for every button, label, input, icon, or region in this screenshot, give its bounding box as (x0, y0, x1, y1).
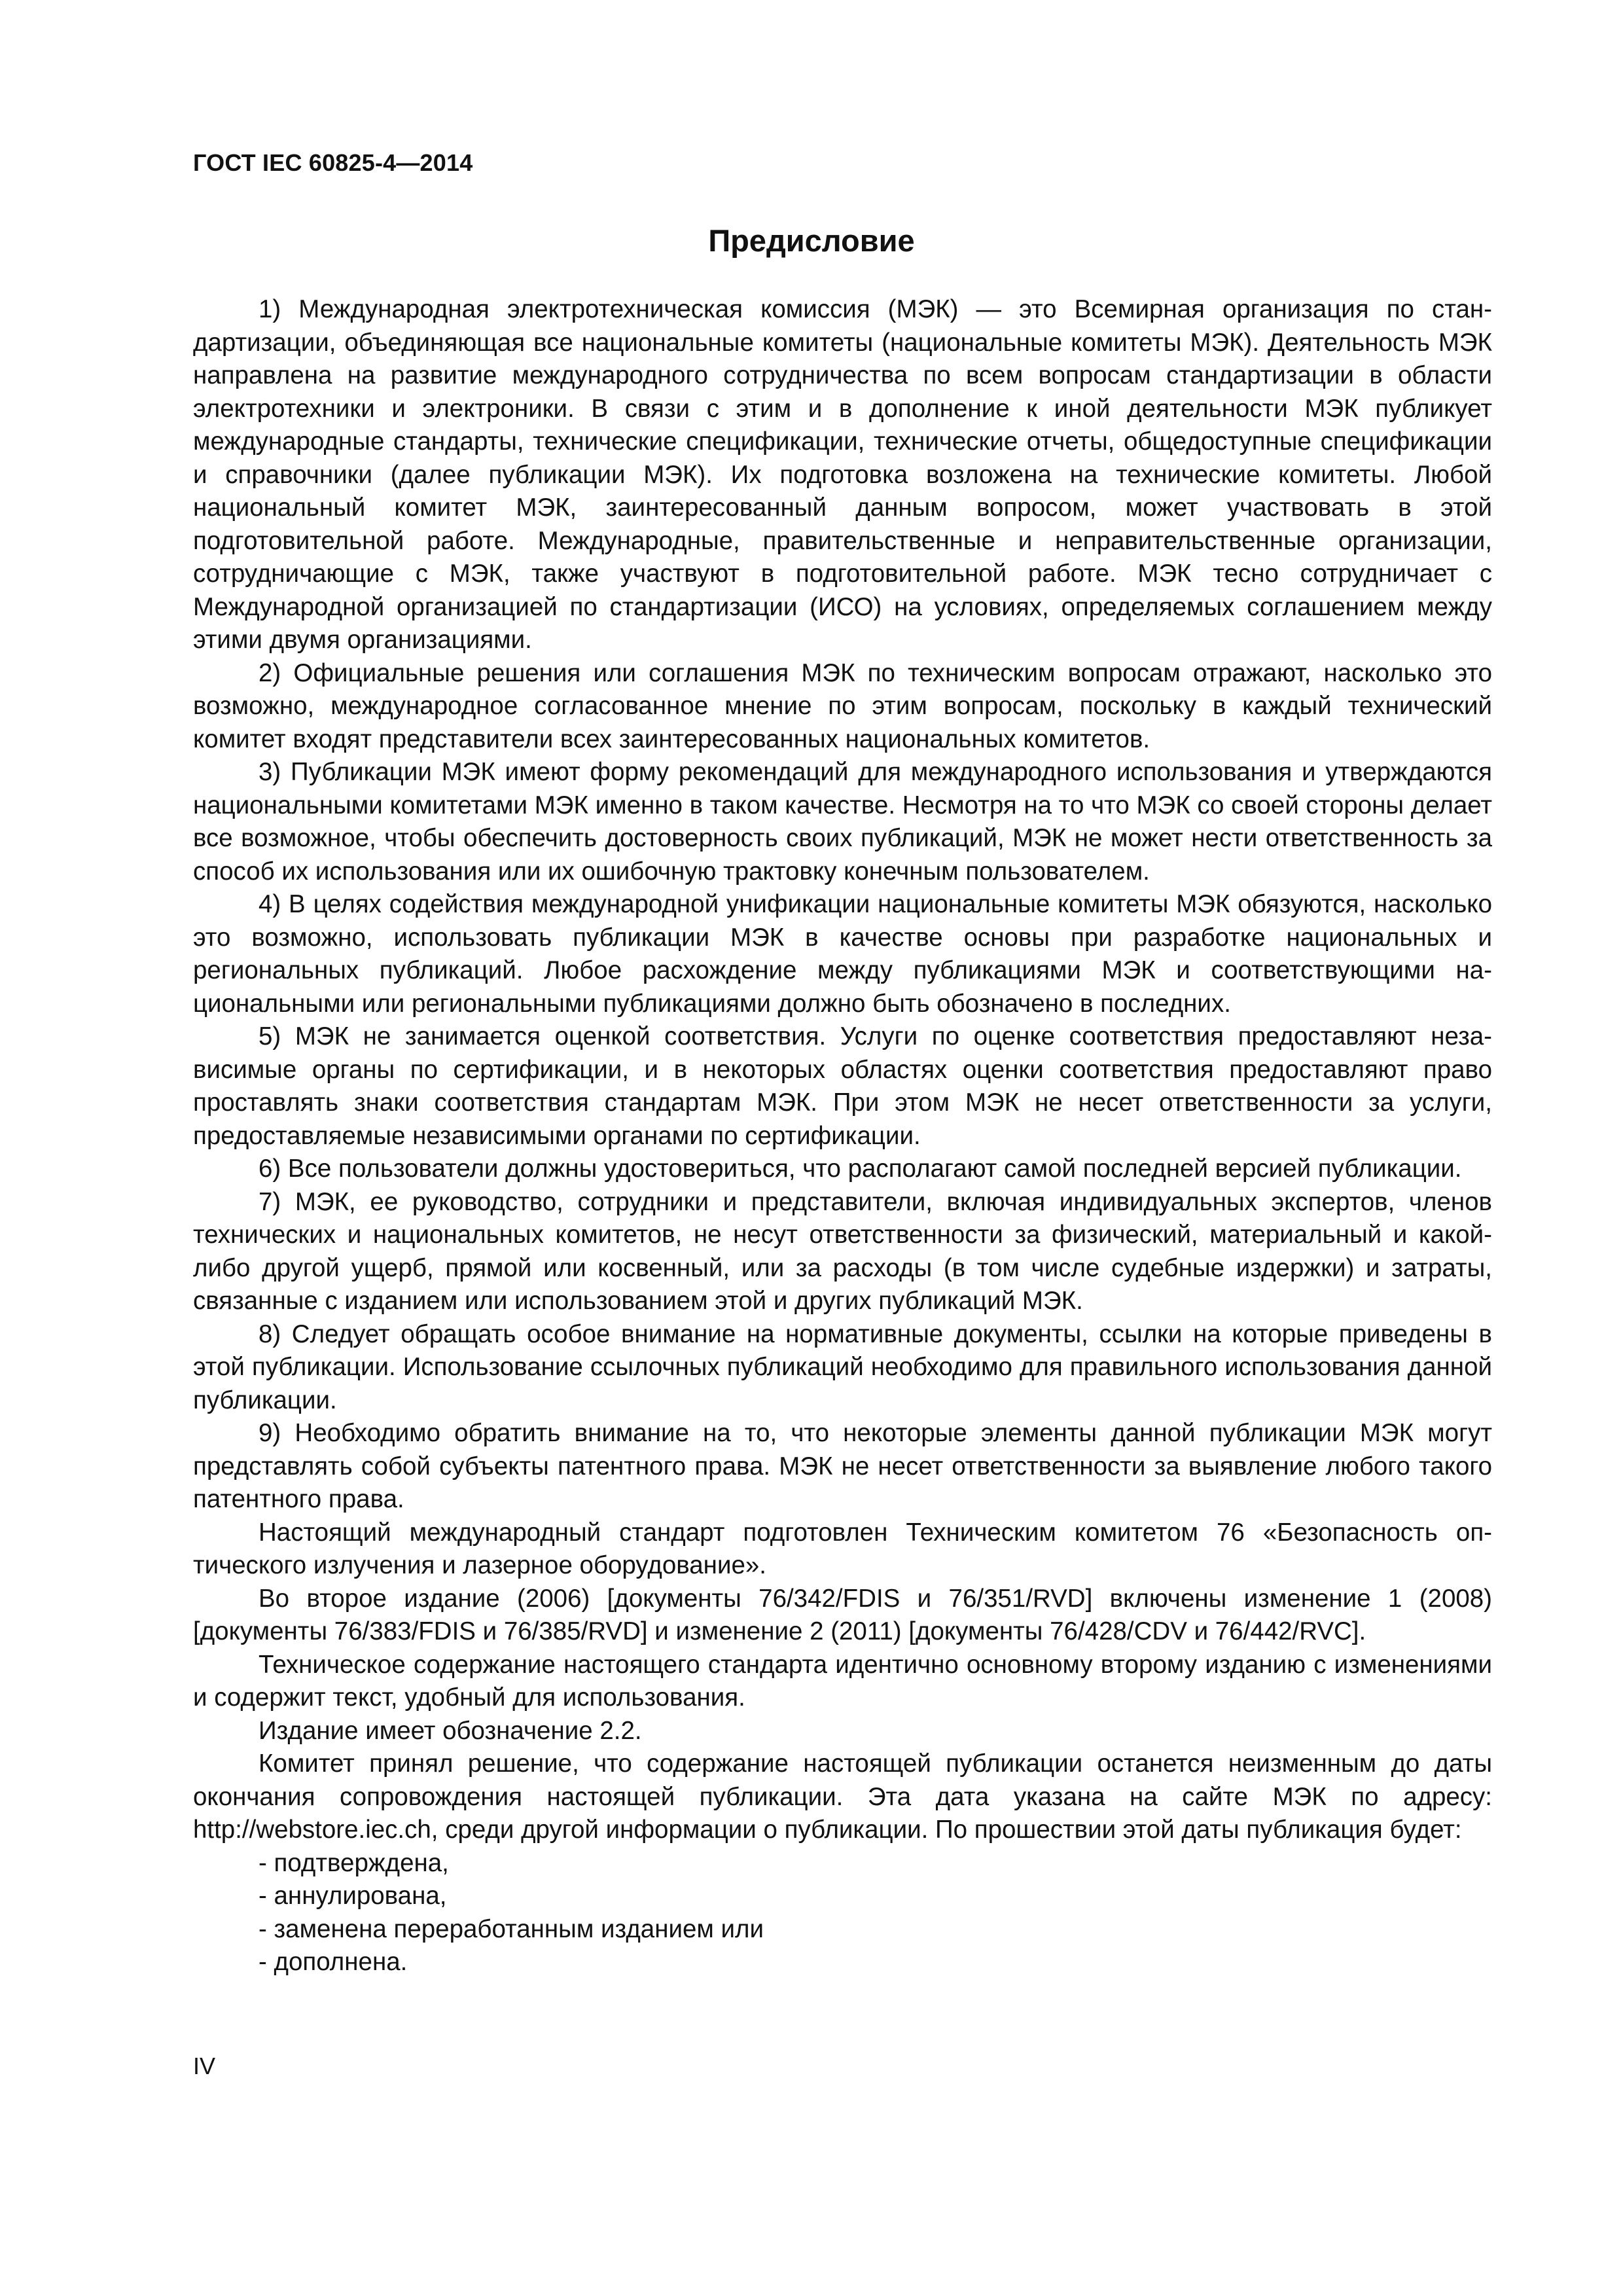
list-item: - заменена переработанным изданием или (259, 1914, 764, 1943)
paragraph-committee: Настоящий международный стандарт подготовлен Техническим комитетом 76 «Безопасность оптического излучения и лазерное оборудование». (193, 1518, 1492, 1579)
paragraph-6: 6) Все пользователи должны удостовериться, что располагают самой последней версией публикации. (259, 1155, 1462, 1183)
publication-status-list (193, 1847, 1492, 1979)
list-item: - аннулирована, (259, 1882, 447, 1910)
paragraph-2: 2) Официальные решения или соглашения МЭК по техническим вопросам отражают, насколько это возможно, международное согласованное мнение по этим вопросам, поскольку в каждый технический комитет входят представители всех заинтересованных национальных комитетов. (193, 658, 1492, 753)
paragraph-9: 9) Необходимо обратить внимание на то, что некоторые элементы данной публикации МЭК могут представлять собой субъекты патентного права. МЭК не несет ответственности за выявление любого такого патентного права. (193, 1419, 1492, 1513)
paragraph-7: 7) МЭК, ее руководство, сотрудники и представители, включая индивидуальных экспертов, членов технических и национальных комитетов, не несут ответственности за физический, материальный и какой-либо другой ущерб, прямой или косвенный, или за расходы (в том числе судебные издержки) и затраты, связанные с изданием или использованием этой и других публикаций МЭК. (193, 1187, 1492, 1315)
paragraph-8: 8) Следует обращать особое внимание на нормативные документы, ссылки на которые приведены в этой публикации. Использование ссылочных публикаций необходимо для правильного использования данной публикации. (193, 1319, 1492, 1414)
paragraph-edition-designation: Издание имеет обозначение 2.2. (259, 1716, 642, 1745)
paragraph-4: 4) В целях содействия международной унификации национальные комитеты МЭК обязуются, насколько это возможно, использовать публикации МЭК в качестве основы при разработке национальных и региональных публикаций. Любое расхождение между публикациями МЭК и соответствующими национальными или региональными публикациями должно быть обозначено в последних. (193, 890, 1492, 1018)
paragraph-5: 5) МЭК не занимается оценкой соответствия. Услуги по оценке соответствия предоставляют независимые органы по сертификации, и в некоторых областях оценки соответствия предоставляют право проставлять знаки соответствия стандартам МЭК. При этом МЭК не несет ответственности за услуги, предоставляемые независимыми органами по сертификации. (193, 1022, 1492, 1150)
foreword-body (193, 293, 1492, 1979)
page-title: Предисловие (708, 223, 915, 258)
paragraph-edition-documents: Во второе издание (2006) [документы 76/342/FDIS и 76/351/RVD] включены изменение 1 (2008) [документы 76/383/FDIS и 76/385/RVD] и изменение 2 (2011) [документы 76/428/CDV и 76/442/RVC]. (193, 1584, 1492, 1645)
paragraph-technical-content: Техническое содержание настоящего стандарта идентично основному второму изданию с изменениями и содержит текст, удобный для использования. (193, 1650, 1492, 1712)
list-item: - подтверждена, (259, 1848, 449, 1877)
paragraph-1: 1) Международная электротехническая комиссия (МЭК) — это Всемирная организация по стандартизации, объединяющая все национальные комитеты (национальные комитеты МЭК). Деятельность МЭК направлена на развитие международного сотрудничества по всем вопросам стандартизации в области электротехники и электроники. В связи с этим и в дополнение к иной деятельности МЭК публикует международные стандарты, технические спецификации, технические отчеты, общедоступные спецификации и справочники (далее публикации МЭК). Их подготовка возложена на технические комитеты. Любой национальный комитет МЭК, заинтересованный данным вопросом, может участвовать в этой подготовительной работе. Международные, правительственные и неправительственные организации, сотрудничающие с МЭК, также участвуют в подготовительной работе. МЭК тесно сотрудничает с Международной организацией по стандартизации (ИСО) на условиях, определяемых соглашением между этими двумя организациями. (193, 295, 1492, 654)
paragraph-maintenance: Комитет принял решение, что содержание настоящей публикации останется неизменным до даты окончания сопровождения настоящей публикации. Эта дата указана на сайте МЭК по адресу: http://webstore.iec.ch, среди другой информации о публикации. По прошествии этой даты публикация будет: (193, 1749, 1492, 1844)
list-item: - дополнена. (259, 1948, 408, 1976)
document-code: ГОСТ IEC 60825-4—2014 (193, 149, 473, 176)
paragraph-3: 3) Публикации МЭК имеют форму рекомендаций для международного использования и утверждаются национальными комитетами МЭК именно в таком качестве. Несмотря на то что МЭК со своей стороны делает все возможное, чтобы обеспечить достоверность своих публикаций, МЭК не может нести ответственность за способ их использования или их ошибочную трактовку конечным пользователем. (193, 758, 1492, 886)
page-number: IV (193, 2053, 216, 2079)
